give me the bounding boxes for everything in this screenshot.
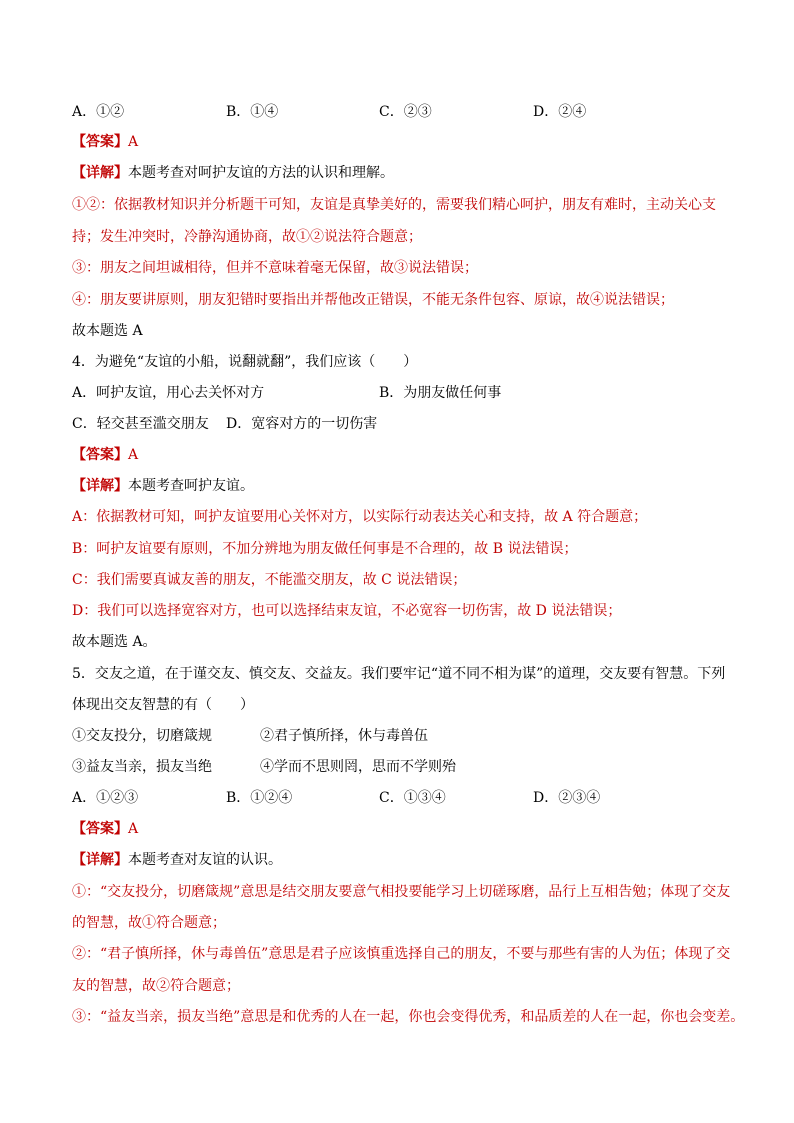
q5-option-b: B．①②④ xyxy=(226,790,293,806)
q4-option-c: C．轻交甚至滥交朋友 xyxy=(72,416,209,432)
q4-analysis-line: A：依据教材可知，呵护友谊要用心关怀对方，以实际行动表达关心和支持，故 A 符合题意； xyxy=(72,509,648,525)
q4-option-d: D．宽容对方的一切伤害 xyxy=(226,416,378,432)
detail-label: 【详解】 xyxy=(72,165,128,181)
q4-stem: 4．为避免“友谊的小船，说翻就翻”，我们应该（ ） xyxy=(72,354,418,370)
q3-option-b: B．①④ xyxy=(226,104,279,120)
q5-answer xyxy=(72,819,138,839)
q3-option-c: C．②③ xyxy=(379,104,432,120)
q5-analysis-line: 友的智慧，故②符合题意； xyxy=(72,978,240,994)
answer-value: A xyxy=(128,821,139,837)
q5-statement-4: ④学而不思则罔，思而不学则殆 xyxy=(260,759,456,775)
q5-stem-line: 体现出交友智慧的有（ ） xyxy=(72,697,254,713)
q5-detail xyxy=(72,850,282,870)
detail-text: 本题考查对友谊的认识。 xyxy=(128,852,282,868)
q5-statement-3: ③益友当亲，损友当绝 xyxy=(72,759,212,775)
q3-analysis-line: ①②：依据教材知识并分析题干可知，友谊是真挚美好的，需要我们精心呵护，朋友有难时，主动关心支 xyxy=(72,197,716,213)
q4-analysis-line: B：呵护友谊要有原则，不加分辨地为朋友做任何事是不合理的，故 B 说法错误； xyxy=(72,541,578,557)
q3-analysis-line: ③：朋友之间坦诚相待，但并不意味着毫无保留，故③说法错误； xyxy=(72,260,478,276)
q3-option-a: A．①② xyxy=(72,104,125,120)
q4-conclusion: 故本题选 A。 xyxy=(72,634,157,650)
q5-analysis-line: 的智慧，故①符合题意； xyxy=(72,915,226,931)
q5-statement-2: ②君子慎所择，休与毒兽伍 xyxy=(260,728,428,744)
q4-analysis-line: D：我们可以选择宽容对方，也可以选择结束友谊，不必宽容一切伤害，故 D 说法错误； xyxy=(72,603,622,619)
q3-conclusion: 故本题选 A xyxy=(72,323,143,339)
q5-analysis-line: ①：“交友投分，切磨箴规”意思是结交朋友要意气相投要能学习上切磋琢磨，品行上互相告勉；体现了交友 xyxy=(72,884,731,900)
q3-answer xyxy=(72,132,138,152)
detail-label: 【详解】 xyxy=(72,852,128,868)
q5-stem-line: 5．交友之道，在于谨交友、慎交友、交益友。我们要牢记“道不同不相为谋”的道理，交友要有智慧。下列 xyxy=(72,666,726,682)
q5-statement-1: ①交友投分，切磨箴规 xyxy=(72,728,212,744)
detail-label: 【详解】 xyxy=(72,478,128,494)
q4-option-b: B．为朋友做任何事 xyxy=(379,385,502,401)
answer-label: 【答案】 xyxy=(72,134,128,150)
q3-detail xyxy=(72,163,394,183)
q5-analysis-line: ③：“益友当亲，损友当绝”意思是和优秀的人在一起，你也会变得优秀，和品质差的人在一起，你也会变差。 xyxy=(72,1009,745,1025)
q4-analysis-line: C：我们需要真诚友善的朋友，不能滥交朋友，故 C 说法错误； xyxy=(72,572,467,588)
answer-value: A xyxy=(128,447,139,463)
detail-text: 本题考查呵护友谊。 xyxy=(128,478,254,494)
q5-option-c: C．①③④ xyxy=(379,790,446,806)
q4-detail xyxy=(72,476,254,496)
q3-analysis-line: ④：朋友要讲原则，朋友犯错时要指出并帮他改正错误，不能无条件包容、原谅，故④说法错误； xyxy=(72,292,674,308)
detail-text: 本题考查对呵护友谊的方法的认识和理解。 xyxy=(128,165,394,181)
q3-option-d: D．②④ xyxy=(533,104,587,120)
q3-analysis-line: 持；发生冲突时，冷静沟通协商，故①②说法符合题意； xyxy=(72,229,422,245)
q5-option-d: D．②③④ xyxy=(533,790,601,806)
q5-analysis-line: ②：“君子慎所择，休与毒兽伍”意思是君子应该慎重选择自己的朋友，不要与那些有害的人为伍；体现了交 xyxy=(72,946,731,962)
q5-option-a: A．①②③ xyxy=(72,790,139,806)
answer-label: 【答案】 xyxy=(72,447,128,463)
answer-value: A xyxy=(128,134,139,150)
q4-option-a: A．呵护友谊，用心去关怀对方 xyxy=(72,385,265,401)
answer-label: 【答案】 xyxy=(72,821,128,837)
q4-answer xyxy=(72,445,138,465)
